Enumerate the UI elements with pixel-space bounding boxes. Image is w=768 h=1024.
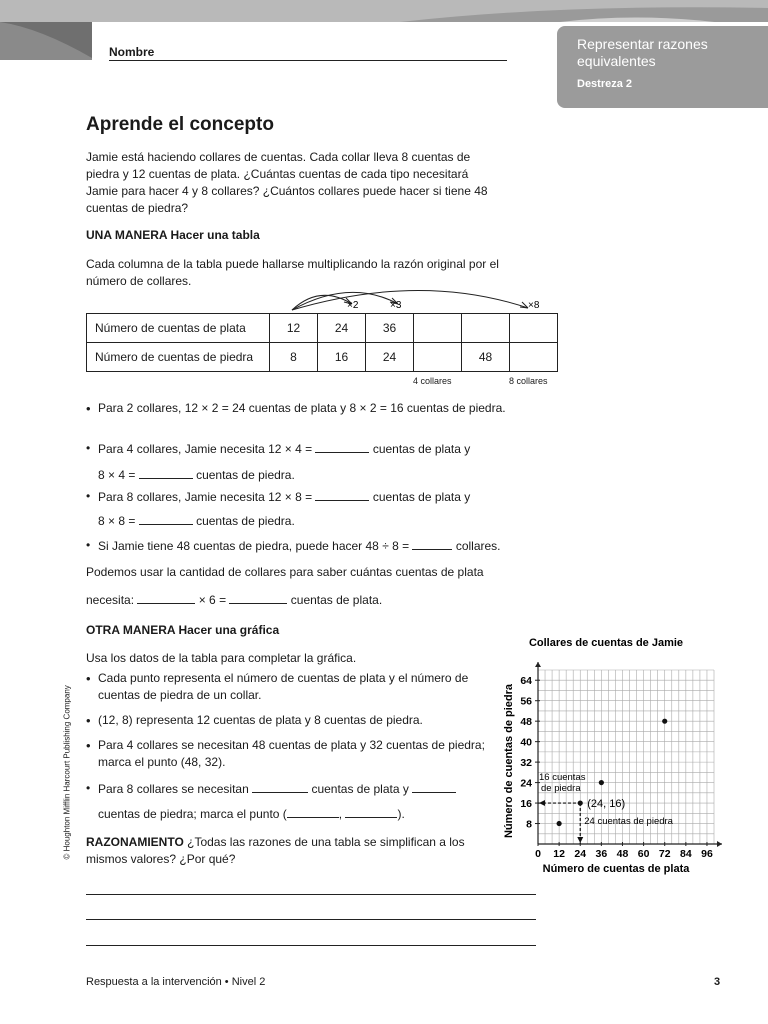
- skill-title: Representar razones equivalentes: [577, 36, 708, 69]
- data-point: [662, 719, 667, 724]
- bullet-4-collares: • Para 4 collares, Jamie necesita 12 × 4 = cuentas de plata y: [86, 441, 471, 456]
- w2b4b: cuentas de plata y: [311, 782, 409, 796]
- row-label-piedra: Número de cuentas de piedra: [87, 343, 270, 372]
- x-tick-label: 36: [595, 848, 608, 860]
- table-cell-blank[interactable]: [510, 314, 558, 343]
- ratio-table: [86, 313, 558, 372]
- way2-bullet-4-line2: [98, 805, 405, 823]
- way2-bullet-4: • Para 8 collares se necesitan cuentas de plata y: [86, 780, 496, 798]
- y-axis-arrow: [535, 662, 541, 667]
- guide-arrowhead: [577, 837, 583, 843]
- b3b-text: cuentas de plata y: [372, 490, 471, 504]
- y-tick-label: 56: [520, 695, 532, 708]
- answer-line[interactable]: [86, 945, 536, 946]
- table-cell: 36: [366, 314, 414, 343]
- x-tick-label: 48: [616, 848, 629, 860]
- y-tick-label: 32: [520, 757, 532, 770]
- reasoning: [86, 834, 496, 868]
- table-row: [87, 343, 558, 372]
- b4a-text: Si Jamie tiene 48 cuentas de piedra, puede hacer 48 ÷ 8 =: [98, 539, 410, 553]
- name-label: Nombre: [109, 45, 155, 59]
- table-cell: 8: [270, 343, 318, 372]
- way2-heading: OTRA MANERA Hacer una gráfica: [86, 623, 280, 637]
- arrow-label-x8: ×8: [528, 300, 540, 311]
- row-label-plata: Número de cuentas de plata: [87, 314, 270, 343]
- answer-blank[interactable]: [315, 440, 369, 453]
- table-row: [87, 314, 558, 343]
- table-cell-blank[interactable]: [414, 314, 462, 343]
- annotation-y-line1: 16 cuentas: [539, 772, 586, 784]
- y-tick-label: 8: [526, 818, 532, 831]
- answer-line[interactable]: [86, 919, 536, 920]
- b2d-text: cuentas de piedra.: [196, 468, 295, 482]
- list-item: • Para 2 collares, 12 × 2 = 24 cuentas de plata y 8 × 2 = 16 cuentas de piedra.: [86, 400, 506, 417]
- answer-line[interactable]: [86, 894, 536, 895]
- copyright: © Houghton Mifflin Harcourt Publishing Company: [62, 685, 72, 860]
- b2c-text: 8 × 4 =: [98, 468, 136, 482]
- x-tick-label: 0: [535, 848, 541, 860]
- x-tick-label: 24: [574, 848, 587, 860]
- table-cell: 16: [318, 343, 366, 372]
- annotation-x: 24 cuentas de piedra: [584, 816, 673, 828]
- data-point: [578, 800, 583, 805]
- answer-blank[interactable]: [412, 537, 452, 550]
- y-tick-label: 16: [520, 798, 532, 811]
- table-cell: 24: [366, 343, 414, 372]
- y-tick-label: 24: [520, 777, 532, 790]
- way1-bullets: [86, 400, 506, 417]
- bullet-8-collares: • Para 8 collares, Jamie necesita 12 × 8 = cuentas de plata y: [86, 489, 471, 504]
- answer-blank[interactable]: [315, 488, 369, 501]
- x-tick-label: 12: [553, 848, 565, 860]
- y-tick-label: 48: [520, 716, 532, 729]
- w2b4d: ,: [338, 807, 343, 821]
- list-item: • Cada punto representa el número de cuentas de plata y el número de cuentas de piedra de un collar.: [86, 670, 486, 704]
- annotation-y-line2: de piedra: [541, 783, 581, 795]
- footer-left: Respuesta a la intervención • Nivel 2: [86, 976, 266, 988]
- answer-blank[interactable]: [287, 805, 339, 818]
- col-note-4: 4 collares: [413, 376, 452, 386]
- page-title: Aprende el concepto: [86, 114, 274, 135]
- b2a-text: Para 4 collares, Jamie necesita 12 × 4 =: [98, 442, 313, 456]
- multiplier-arrows: [280, 286, 560, 314]
- answer-blank[interactable]: [252, 780, 308, 793]
- way1-description: Cada columna de la tabla puede hallarse multiplicando la razón original por el número de collares.: [86, 257, 499, 288]
- answer-blank[interactable]: [139, 512, 193, 525]
- y-tick-label: 64: [520, 675, 532, 688]
- table-cell: 48: [462, 343, 510, 372]
- answer-blank[interactable]: [139, 466, 193, 479]
- closing-line1: Podemos usar la cantidad de collares para saber cuántas cuentas de plata: [86, 565, 484, 579]
- bullet-4-collares-line2: [98, 466, 295, 484]
- list-item: • (12, 8) representa 12 cuentas de plata y 8 cuentas de piedra.: [86, 712, 486, 729]
- skill-tab: [557, 26, 768, 108]
- answer-blank[interactable]: [137, 591, 195, 604]
- name-line[interactable]: [109, 60, 507, 61]
- way1-heading: UNA MANERA Hacer una tabla: [86, 228, 260, 242]
- y-tick-label: 40: [520, 736, 532, 749]
- w2b4a: Para 8 collares se necesitan: [98, 782, 249, 796]
- page-number: 3: [714, 976, 721, 988]
- x-tick-label: 96: [701, 848, 713, 860]
- way2-bullets: [86, 670, 486, 771]
- list-item: • Para 4 collares se necesitan 48 cuentas de plata y 32 cuentas de piedra; marca el punto (48, 32).: [86, 737, 486, 771]
- closing-line2: [86, 591, 382, 609]
- y-axis-label: Número de cuentas de piedra: [503, 683, 515, 839]
- table-cell-blank[interactable]: [414, 343, 462, 372]
- x-tick-label: 60: [637, 848, 650, 860]
- answer-blank[interactable]: [345, 805, 397, 818]
- table-cell: 12: [270, 314, 318, 343]
- table-cell-blank[interactable]: [462, 314, 510, 343]
- col-note-8: 8 collares: [509, 376, 548, 386]
- b3d-text: cuentas de piedra.: [196, 514, 295, 528]
- data-point: [599, 780, 604, 785]
- chart-title: Collares de cuentas de Jamie: [528, 637, 684, 649]
- reasoning-question: ¿Todas las razones de una tabla se simplifican a los mismos valores? ¿Por qué?: [86, 835, 465, 866]
- answer-blank[interactable]: [412, 780, 456, 793]
- w2b4e: ).: [397, 807, 405, 821]
- b3c-text: 8 × 8 =: [98, 514, 136, 528]
- x-axis-label: Número de cuentas de plata: [542, 863, 690, 875]
- table-cell-blank[interactable]: [510, 343, 558, 372]
- intro-paragraph: Jamie está haciendo collares de cuentas. Cada collar lleva 8 cuentas de piedra y 12 cuentas de plata. ¿Cuántas cuentas de cada tipo necesitará Jamie para hacer 4 y 8 collares? ¿Cuántos collares puede hacer si tiene 48 cuentas de piedra?: [86, 150, 488, 215]
- bullet-48-piedras: • Si Jamie tiene 48 cuentas de piedra, puede hacer 48 ÷ 8 = collares.: [86, 538, 501, 553]
- scatter-chart: [496, 630, 768, 880]
- table-cell: 24: [318, 314, 366, 343]
- x-axis-arrow: [717, 841, 722, 847]
- closing-b: necesita:: [86, 593, 135, 607]
- skill-number: Destreza 2: [577, 78, 633, 90]
- guide-arrowhead: [539, 800, 545, 806]
- bullet-8-collares-line2: [98, 512, 295, 530]
- x-tick-label: 72: [658, 848, 671, 860]
- closing-c: × 6 =: [198, 593, 227, 607]
- closing-d: cuentas de plata.: [290, 593, 383, 607]
- b2b-text: cuentas de plata y: [372, 442, 471, 456]
- way2-intro: Usa los datos de la tabla para completar la gráfica.: [86, 651, 357, 665]
- reasoning-label: RAZONAMIENTO: [86, 835, 184, 849]
- highlight-label: (24, 16): [587, 798, 626, 811]
- data-point: [557, 821, 562, 826]
- x-tick-label: 84: [679, 848, 692, 860]
- b3a-text: Para 8 collares, Jamie necesita 12 × 8 =: [98, 490, 313, 504]
- arrow-label-x2: ×2: [347, 300, 359, 311]
- answer-blank[interactable]: [229, 591, 287, 604]
- b4b-text: collares.: [455, 539, 501, 553]
- arrow-label-x3: ×3: [390, 300, 402, 311]
- w2b4c: cuentas de piedra; marca el punto (: [98, 807, 287, 821]
